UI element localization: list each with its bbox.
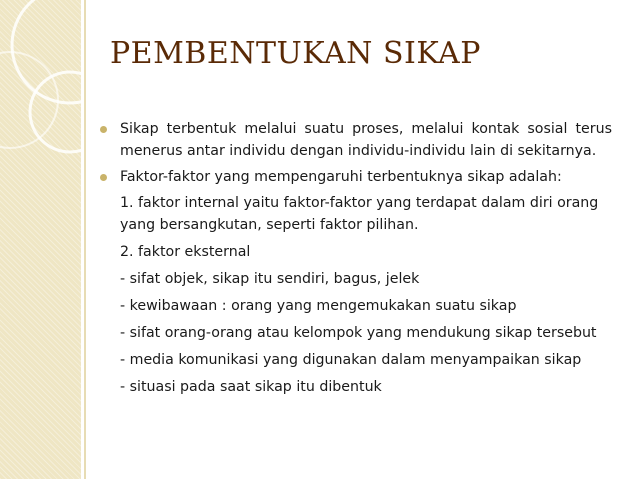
sub-line: - kewibawaan : orang yang mengemukakan suatu sikap bbox=[120, 298, 517, 314]
sub-line: - sifat orang-orang atau kelompok yang mendukung sikap tersebut bbox=[120, 325, 597, 341]
sidebar-divider bbox=[84, 0, 86, 479]
sub-line: 2. faktor eksternal bbox=[120, 244, 251, 260]
decorative-sidebar bbox=[0, 0, 81, 479]
sub-line: - situasi pada saat sikap itu dibentuk bbox=[120, 379, 382, 395]
bullet-item bbox=[100, 118, 612, 162]
bullet-icon bbox=[100, 126, 107, 133]
bullet-text: Sikap terbentuk melalui suatu proses, melalui kontak sosial terus menerus antar individu dengan individu-individu lain di sekitarnya. bbox=[120, 121, 612, 159]
slide-title: PEMBENTUKAN SIKAP bbox=[110, 36, 481, 71]
slide-content bbox=[100, 118, 612, 403]
sub-line: - sifat objek, sikap itu sendiri, bagus, jelek bbox=[120, 271, 420, 287]
decorative-circles bbox=[0, 0, 81, 479]
bullet-icon bbox=[100, 174, 107, 181]
sub-line: - media komunikasi yang digunakan dalam menyampaikan sikap bbox=[120, 352, 582, 368]
bullet-item bbox=[100, 166, 612, 188]
bullet-text: Faktor-faktor yang mempengaruhi terbentuknya sikap adalah: bbox=[120, 169, 562, 185]
sub-line: 1. faktor internal yaitu faktor-faktor yang terdapat dalam diri orang yang bersangkutan, seperti faktor pilihan. bbox=[120, 195, 599, 233]
